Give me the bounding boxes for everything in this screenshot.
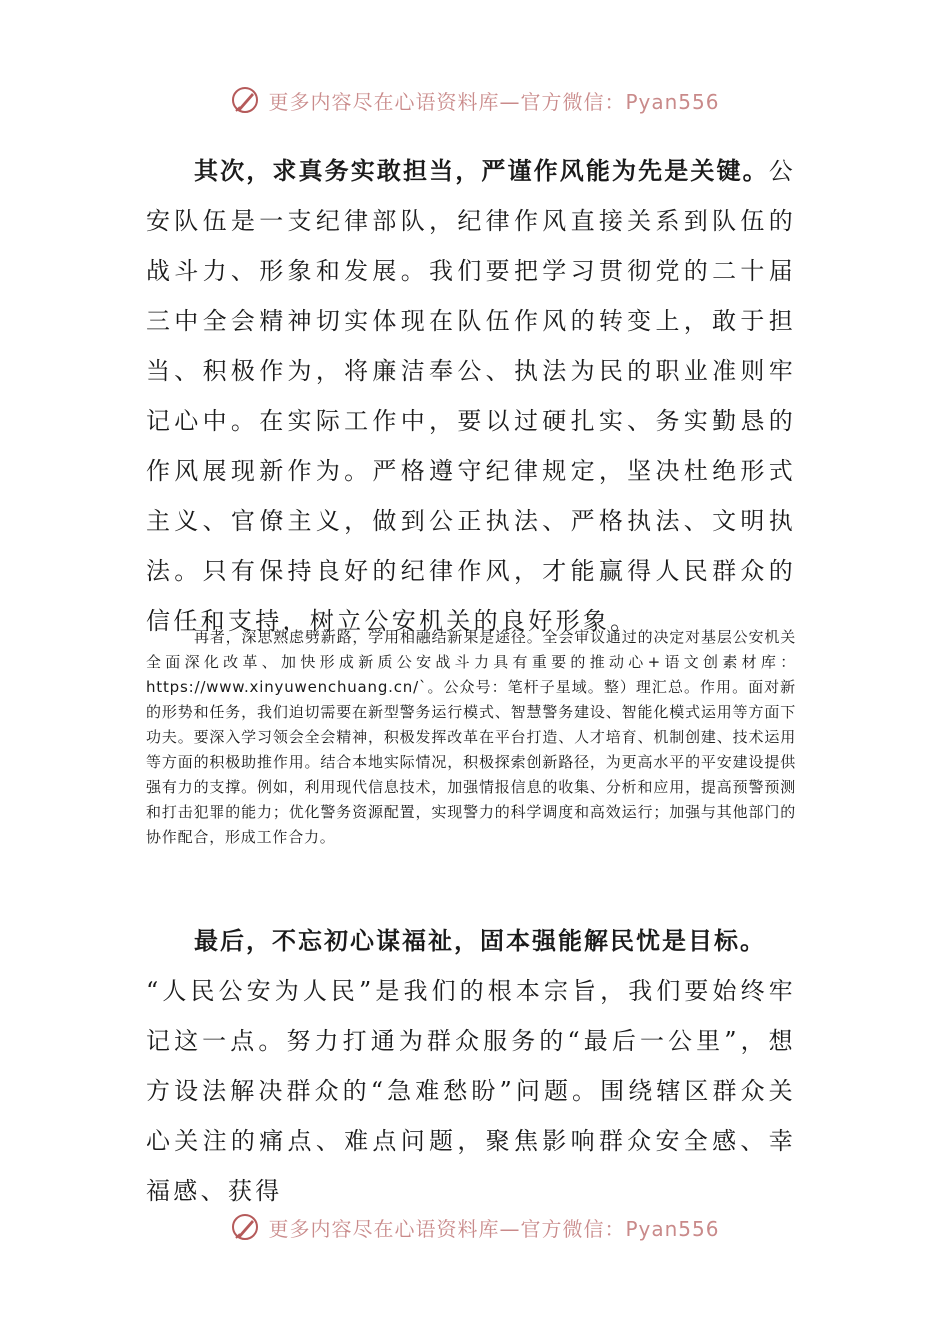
quill-logo-icon — [230, 1212, 260, 1242]
paragraph-body: 公安队伍是一支纪律部队，纪律作风直接关系到队伍的战斗力、形象和发展。我们要把学习贯彻党的二十届三中全会精神切实体现在队伍作风的转变上，敢于担当、积极作为，将廉洁奉公、执法为民的职业准则牢记心中。在实际工作中，要以过硬扎实、务实勤恳的作风展现新作为。严格遵守纪律规定，坚决杜绝形式主义、官僚主义，做到公正执法、严格执法、文明执法。只有保持良好的纪律作风，才能赢得人民群众的信任和支持，树立公安机关的良好形象。 — [146, 157, 796, 635]
quill-logo-icon — [230, 85, 260, 115]
paragraph-body: “人民公安为人民”是我们的根本宗旨，我们要始终牢记这一点。努力打通为群众服务的“最后一公里”，想方设法解决群众的“急难愁盼”问题。围绕辖区群众关心关注的痛点、难点问题，聚焦影响群众安全感、幸福感、获得 — [146, 977, 796, 1205]
paragraph-body-small: 再者，深思熟虑劈新路，学用相融结新果是途径。全会审议通过的决定对基层公安机关全面深化改革、加快形成新质公安战斗力具有重要的推动心+语文创素材库：https://www.xinyuwenchuang.cn/`。公众号：笔杆子星域。整）理汇总。作用。面对新的形势和任务，我们迫切需要在新型警务运行模式、智慧警务建设、智能化模式运用等方面下功夫。要深入学习领会全会精神，积极发挥改革在平台打造、人才培育、机制创建、技术运用等方面的积极助推作用。结合本地实际情况，积极探索创新路径，为更高水平的平安建设提供强有力的支撑。例如，利用现代信息技术，加强情报信息的收集、分析和应用，提高预警预测和打击犯罪的能力；优化警务资源配置，实现警力的科学调度和高效运行；加强与其他部门的协作配合，形成工作合力。 — [146, 628, 796, 846]
watermark-header — [0, 85, 950, 115]
section-heading-final: 最后，不忘初心谋福祉，固本强能解民忧是目标。 — [194, 926, 766, 955]
paragraph-final-point — [146, 966, 796, 1216]
watermark-text: 更多内容尽在心语资料库—官方微信：Pyan556 — [268, 89, 720, 114]
paragraph-third-point-small — [146, 625, 796, 850]
paragraph-second-point — [146, 146, 796, 646]
watermark-footer — [0, 1212, 950, 1242]
watermark-text: 更多内容尽在心语资料库—官方微信：Pyan556 — [268, 1216, 720, 1241]
paragraph-lead-bold: 其次，求真务实敢担当，严谨作风能为先是关键。 — [194, 156, 769, 185]
